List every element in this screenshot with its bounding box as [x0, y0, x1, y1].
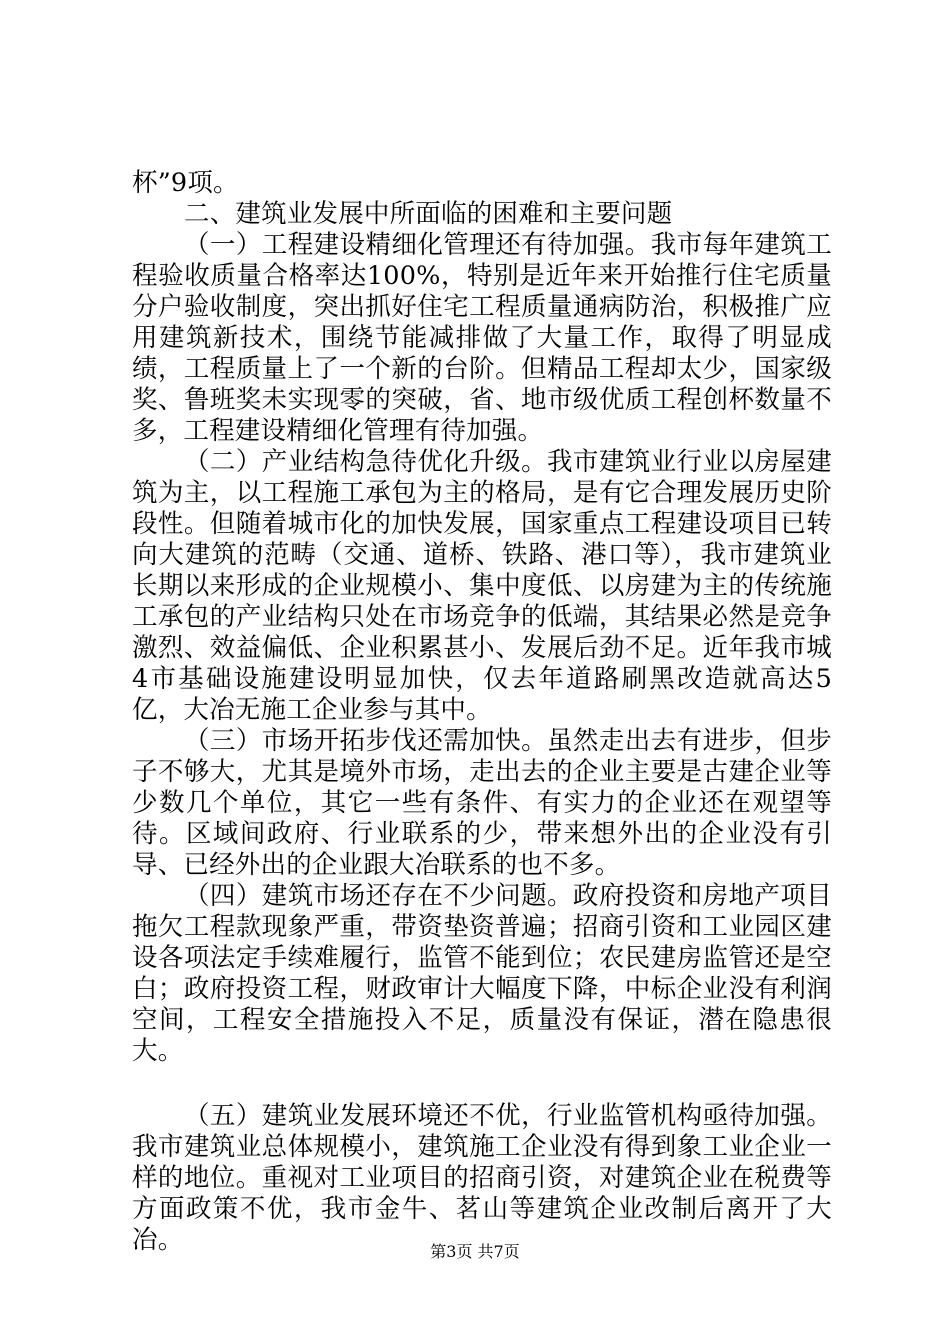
paragraph-spacer — [132, 1067, 832, 1101]
page-number-footer: 第3页 共7页 — [430, 1242, 520, 1261]
section-heading: 二、建筑业发展中所面临的困难和主要问题 — [184, 199, 673, 229]
paragraph-continuation: 杯”9项。 — [132, 168, 239, 198]
document-body — [132, 168, 832, 1256]
paragraph-issue-3: （三）市场开拓步伐还需加快。虽然走出去有进步，但步子不够大，尤其是境外市场，走出去的企业主要是古建企业等少数几个单位，其它一些有条件、有实力的企业还在观望等待。区域间政府、行业联系的少，带来想外出的企业没有引导、已经外出的企业跟大冶联系的也不多。 — [132, 726, 832, 880]
paragraph-issue-2: （二）产业结构急待优化升级。我市建筑业行业以房屋建筑为主，以工程施工承包为主的格局，是有它合理发展历史阶段性。但随着城市化的加快发展，国家重点工程建设项目已转向大建筑的范畴（交通、道桥、铁路、港口等），我市建筑业长期以来形成的企业规模小、集中度低、以房建为主的传统施工承包的产业结构只处在市场竞争的低端，其结果必然是竞争激烈、效益偏低、企业积累甚小、发展后劲不足。近年我市城4市基础设施建设明显加快，仅去年道路刷黑改造就高达5亿，大冶无施工企业参与其中。 — [132, 447, 832, 725]
paragraph-issue-5: （五）建筑业发展环境还不优，行业监管机构亟待加强。我市建筑业总体规模小，建筑施工企业没有得到象工业企业一样的地位。重视对工业项目的招商引资，对建筑企业在税费等方面政策不优，我市金牛、茗山等建筑企业改制后离开了大冶。 — [132, 1101, 832, 1255]
paragraph-issue-4: （四）建筑市场还存在不少问题。政府投资和房地产项目拖欠工程款现象严重，带资垫资普遍；招商引资和工业园区建设各项法定手续难履行，监管不能到位；农民建房监管还是空白；政府投资工程，财政审计大幅度下降，中标企业没有利润空间，工程安全措施投入不足，质量没有保证，潜在隐患很大。 — [132, 881, 832, 1066]
paragraph-issue-1: （一）工程建设精细化管理还有待加强。我市每年建筑工程验收质量合格率达100%，特别是近年来开始推行住宅质量分户验收制度，突出抓好住宅工程质量通病防治，积极推广应用建筑新技术，围绕节能减排做了大量工作，取得了明显成绩，工程质量上了一个新的台阶。但精品工程却太少，国家级奖、鲁班奖未实现零的突破，省、地市级优质工程创杯数量不多，工程建设精细化管理有待加强。 — [132, 230, 832, 446]
